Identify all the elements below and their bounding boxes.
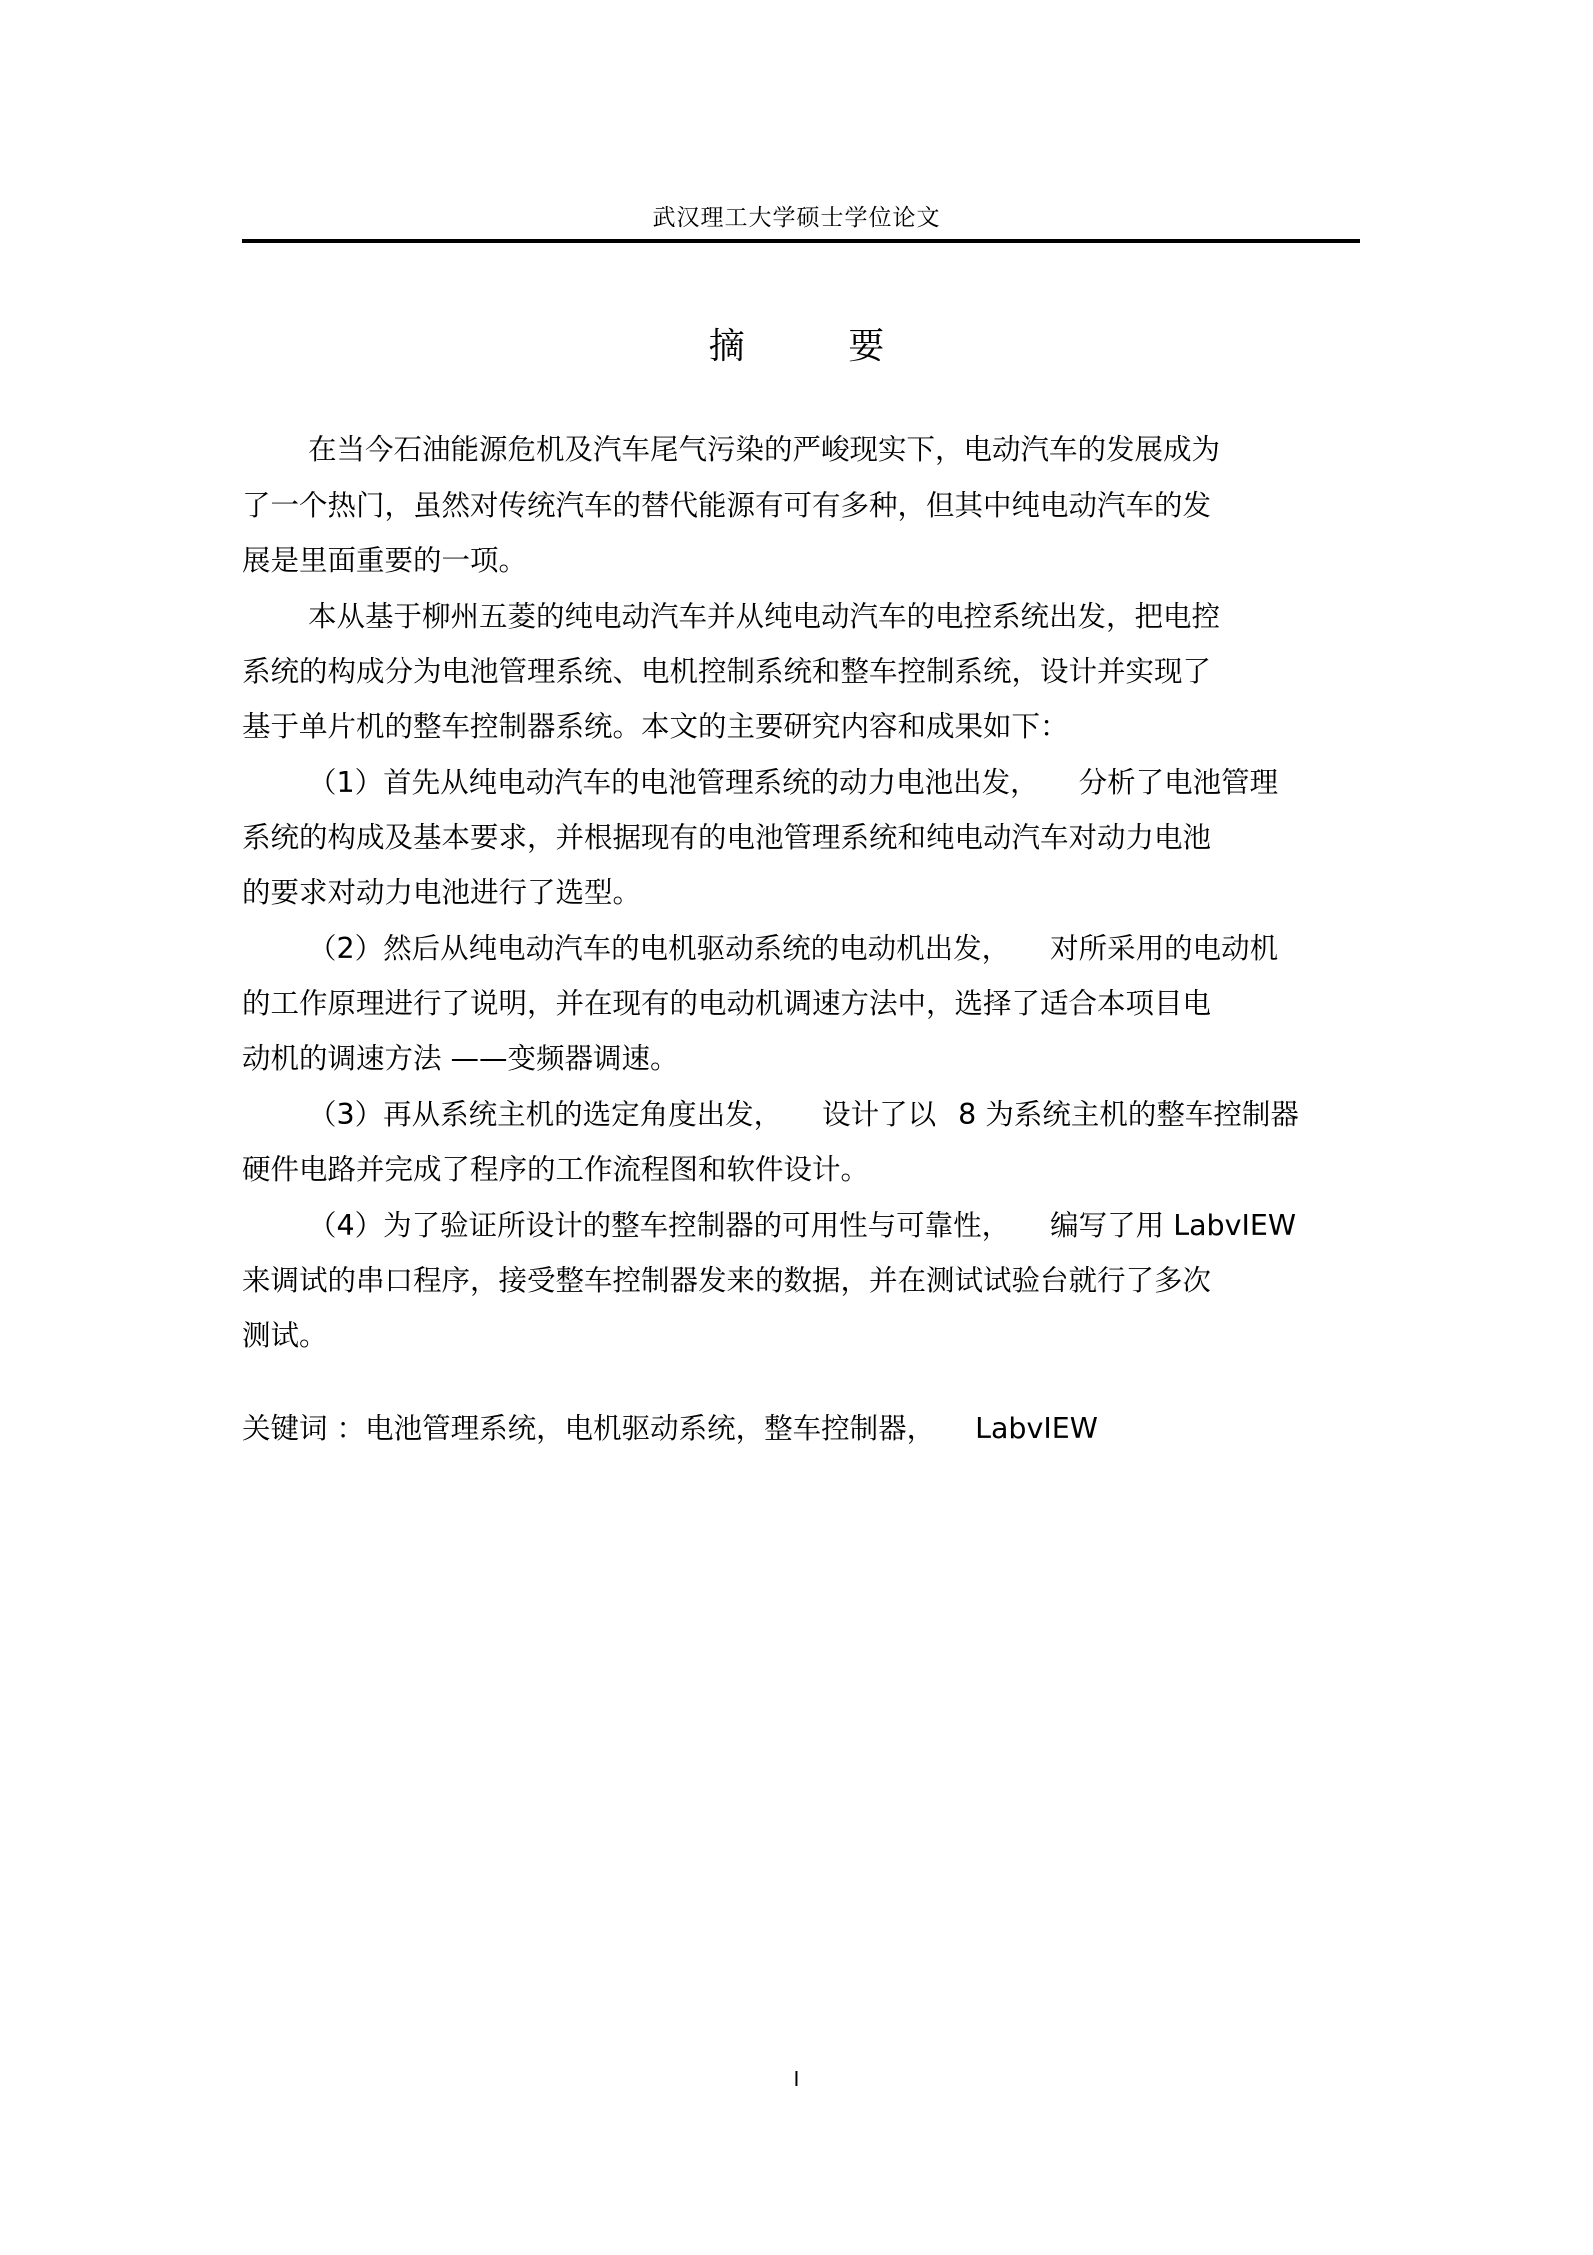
keywords-terms: 电池管理系统，电机驱动系统，整车控制器，	[365, 1412, 936, 1445]
abstract-p2-line3: 基于单片机的整车控制器系统。本文的主要研究内容和成果如下：	[242, 710, 1069, 743]
keywords-last: LabvIEW	[975, 1412, 1098, 1445]
item1-text-b: 分析了电池管理	[1078, 766, 1279, 799]
abstract-item2-line1	[308, 931, 1278, 967]
header-rule	[242, 239, 1360, 243]
abstract-item4-line1	[308, 1208, 1296, 1244]
item1-text-a: （1）首先从纯电动汽车的电池管理系统的动力电池出发，	[308, 766, 1039, 799]
abstract-item1-line1	[308, 765, 1278, 801]
abstract-item4-line2: 来调试的串口程序，接受整车控制器发来的数据，并在测试试验台就行了多次	[242, 1264, 1212, 1297]
item3-text-b: 设计了以	[822, 1098, 937, 1131]
item3-text-c: 8 为系统主机的整车控制器	[958, 1098, 1299, 1131]
item2-text-a: （2）然后从纯电动汽车的电机驱动系统的电动机出发，	[308, 932, 1011, 965]
abstract-p2-line2: 系统的构成分为电池管理系统、电机控制系统和整车控制系统，设计并实现了	[242, 655, 1212, 688]
running-header: 武汉理工大学硕士学位论文	[652, 205, 941, 231]
item4-text-b: 编写了用 LabvIEW	[1050, 1209, 1297, 1242]
abstract-item3-line1	[308, 1097, 1299, 1133]
abstract-p2-line1: 本从基于柳州五菱的纯电动汽车并从纯电动汽车的电控系统出发，把电控	[308, 600, 1221, 633]
abstract-item3-line2: 硬件电路并完成了程序的工作流程图和软件设计。	[242, 1153, 870, 1186]
abstract-item2-line3: 动机的调速方法 ——变频器调速。	[242, 1042, 679, 1075]
abstract-p1-line1: 在当今石油能源危机及汽车尾气污染的严峻现实下，电动汽车的发展成为	[308, 433, 1221, 466]
abstract-item1-line3: 的要求对动力电池进行了选型。	[242, 876, 642, 909]
item4-text-a: （4）为了验证所设计的整车控制器的可用性与可靠性，	[308, 1209, 1011, 1242]
page-number: I	[793, 2067, 800, 2091]
abstract-item1-line2: 系统的构成及基本要求，并根据现有的电池管理系统和纯电动汽车对动力电池	[242, 821, 1212, 854]
keywords-line	[242, 1411, 1098, 1447]
keywords-label: 关键词 ：	[242, 1412, 366, 1445]
abstract-p1-line2: 了一个热门，虽然对传统汽车的替代能源有可有多种，但其中纯电动汽车的发	[242, 489, 1212, 522]
abstract-item4-line3: 测试。	[242, 1319, 328, 1352]
abstract-p1-line3: 展是里面重要的一项。	[242, 544, 528, 577]
page-title: 摘 要	[708, 326, 931, 367]
item3-text-a: （3）再从系统主机的选定角度出发，	[308, 1098, 783, 1131]
abstract-item2-line2: 的工作原理进行了说明，并在现有的电动机调速方法中，选择了适合本项目电	[242, 987, 1212, 1020]
item2-text-b: 对所采用的电动机	[1050, 932, 1279, 965]
